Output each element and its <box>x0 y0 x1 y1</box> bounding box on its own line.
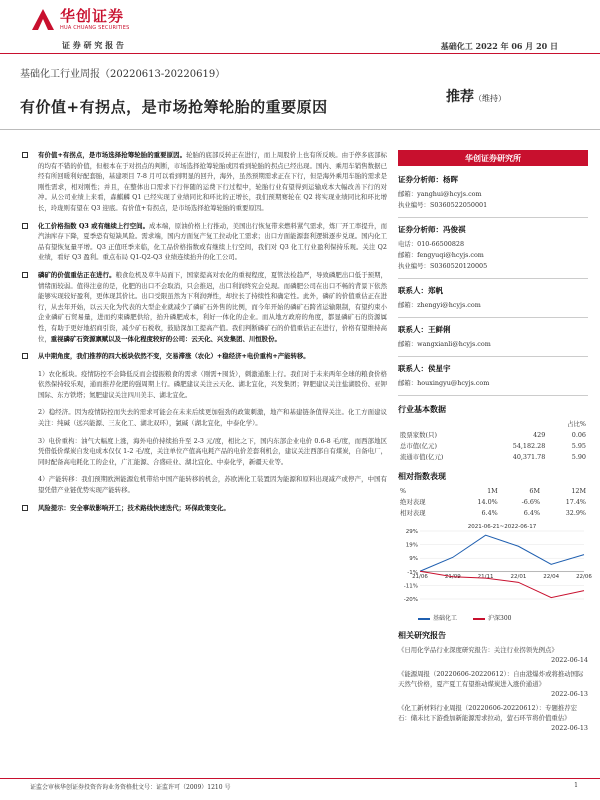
row-value: -6.6% <box>521 498 541 506</box>
bullet-square-icon <box>22 152 28 158</box>
contact-3: 联系人：侯星宇 <box>398 364 451 373</box>
sub-stable-economy: 2）稳经济。因为疫情防控而失去的需求可能会在未来后续更加强劲的政策刺激，地产和基建链条值得关注。化工方面建议关注：纯碱（远兴能源、三友化工、湖北双环），氯碱（湖北宜化，中泰化学）。 <box>38 408 387 428</box>
paragraph-phosphate <box>22 270 387 344</box>
main-content <box>22 150 387 520</box>
chart-title: 2021-06-21~2022-06-17 <box>467 524 537 530</box>
divider <box>398 356 588 357</box>
series-line-2 <box>420 571 584 597</box>
sidebar <box>398 150 592 733</box>
chart-legend <box>398 613 588 622</box>
legend-swatch <box>418 618 430 620</box>
contact-2: 联系人：王鲜俐 <box>398 325 451 334</box>
bullet-square-icon <box>22 272 28 278</box>
related-report-1[interactable]: 《日用化学品行业深度研究报告：关注行业拐领先例点》 <box>398 646 558 654</box>
legend-label: 基础化工 <box>433 615 458 622</box>
contact-1-email[interactable]: 邮箱：zhengyi@hcyjs.com <box>398 301 481 309</box>
analyst-2-phone: 电话：010-66500828 <box>398 240 465 248</box>
paragraph-lead: 有价值+有拐点，是市场选择抢筹轮胎的重要原因。 <box>38 151 187 159</box>
basic-col-header: 占比% <box>567 420 586 428</box>
series-line-1 <box>420 535 584 571</box>
paragraph-body: 轮胎的底部反转正在进行，而上周股价上也有所反映。由于停多底部标的均有不错的价值，但根本在于对拐点的判断，市场选择抢筹轮胎或因看到轮胎的拐点已经出现。国内、乘用车销售数据已经有所回暖利好配套胎，基建项目 7-8 月可以看到明显的回升，海外，虽然预期需求正在下行，但是海外乘用车胎的需求是刚性需求，相对刚性；并且，在整体出口需求下行伴随的运费下行过程中，轮胎行业有望得到运输成本大幅改善下行的对冲。从公司业绩上来看，森麒麟 Q1 已经实现了业绩同比和环比的正增长，我们预期赛轮在 Q2 将实现业绩同比和环比增长，玲珑则有望在 Q3 迎底。有价值+有拐点，是市场选择抢筹轮胎的重要原因。 <box>38 151 387 212</box>
logo-cn: 华创证券 <box>60 6 125 25</box>
performance-table <box>398 486 588 519</box>
row-value: 32.9% <box>565 509 586 517</box>
row-value: 14.0% <box>477 498 498 506</box>
basic-data-title: 行业基本数据 <box>398 404 446 414</box>
related-report-3-date: 2022-06-13 <box>551 724 588 732</box>
paragraph-lead: 风险提示： <box>38 503 70 512</box>
x-tick-label: 22/04 <box>543 574 560 581</box>
analyst-1: 证券分析师：杨晖 <box>398 175 458 184</box>
x-tick-label: 22/06 <box>576 574 592 581</box>
row-value: 17.4% <box>565 498 586 506</box>
y-tick-label: -1% <box>407 569 418 576</box>
row-label: 相对表现 <box>400 509 426 517</box>
paragraph-lead: 从中期角度，我们推荐的四大板块依然不变，交易滞涨（农化）+稳经济+电价重构+产能转移。 <box>38 352 310 361</box>
y-tick-label: 9% <box>409 556 418 563</box>
basic-data-table <box>398 419 588 463</box>
related-report-2-date: 2022-06-13 <box>551 690 588 698</box>
col-header: 6M <box>529 487 541 495</box>
table-row <box>398 508 588 519</box>
rating-sub: （维持） <box>474 94 506 103</box>
report-subtitle: 基础化工行业周报（20220613-20220619） <box>20 69 226 80</box>
row-value: 40,371.78 <box>512 453 546 461</box>
col-header: % <box>400 487 407 495</box>
row-pct: 5.95 <box>571 442 586 450</box>
logo-en: HUA CHUANG SECURITIES <box>60 24 130 31</box>
bullet-square-icon <box>22 505 28 511</box>
paragraph-price-index <box>22 221 387 263</box>
row-value: 429 <box>533 431 546 439</box>
related-report-1-date: 2022-06-14 <box>551 656 588 664</box>
company-logo <box>30 6 129 32</box>
paragraph-risk <box>22 503 387 514</box>
analyst-2-license: 执业编号：S0360520120005 <box>398 262 488 270</box>
table-header-row <box>398 486 588 497</box>
analyst-2-email[interactable]: 邮箱：fengyuqi@hcyjs.com <box>398 251 484 259</box>
legend-label: 沪深300 <box>488 615 512 622</box>
title-divider <box>0 129 600 130</box>
y-tick-label: 29% <box>405 529 418 535</box>
col-header: 12M <box>571 487 586 495</box>
contact-3-email[interactable]: 邮箱：houxingyu@hcyjs.com <box>398 379 490 387</box>
row-pct: 0.06 <box>571 431 586 439</box>
x-tick-label: 21/06 <box>412 574 428 581</box>
row-pct: 5.90 <box>571 453 586 461</box>
y-tick-label: -11% <box>403 583 418 590</box>
analyst-1-license: 执业编号：S0360522050001 <box>398 201 488 209</box>
sub-agrochem: 1）农化板块。疫情防控不会降低反而会提振粮食的需求（刚需+囤货），刺激通胀上行。我们对于未来两年全球的粮食价格依然保持较乐观，通而推荐化肥的强周期上行。磷肥建议关注云天化、湖北宜化，兴发集团；钾肥建议关注盐湖股份、亚钾国际、东方铁塔；氮肥建议关注四川美丰、湖北宜化。 <box>38 369 387 399</box>
paragraph-body: 粮食危机及草牛局面下，国家提高对农化的重视程度，夏管法检趋严，导致磷肥出口低于预期，情绪面较弱。值得注意的是，化肥的出口不会取消，只会推迟，出口利润终究会兑现。而磷肥公司在出口不畅的背景下依然能够实现较好盈利，更体现其价比。出口受限虽然为下利润弹性，却拉长了持续性和确定性。此外，磷矿的价值重估正在进行，从去年开始，以云天化为代表的大型企业就减少了磷矿石外售的比例，而今年开始的磷矿石跨省运输限制，有望约束小企业磷矿石贸易量，进而约束磷肥供给，抬升磷肥成本，利好一体化的企业。而从地方政府的角度，都显磷矿石的资源属性，有助于更好地招商引资，减少矿石税收，鼓励深加工提高产值。我们判断磷矿石的价值重估正在进行，价格有望维持高位， <box>38 270 388 343</box>
header-sector-date: 基础化工 2022 年 06 月 20 日 <box>440 41 558 51</box>
row-label: 绝对表现 <box>400 498 426 506</box>
x-tick-label: 22/01 <box>510 574 527 581</box>
divider <box>398 217 588 218</box>
sub-power-price: 3）电价重构：油气大幅度上涨，海外电价持续抬升至 2-3 元/度，相比之下，国内东部企业电价 0.6-8 毛/度，而西部地区凭借低价煤炭自发电成本仅仅 1-2 毛/度，关注单位产值高电耗产品的电价差套利机会，建议关注西部自有煤炭，自备电厂，同时配备高电耗化工的企业，广汇能源、合盛硅业、湖北宜化、中泰化学，新疆天业等。 <box>38 436 387 466</box>
table-row <box>398 497 588 508</box>
footer-disclaimer: 证监会审核华创证券投资咨询业务资格批文号：证监许可（2009）1210 号 <box>30 784 231 791</box>
row-label: 总市值(亿元) <box>400 442 437 450</box>
divider <box>398 278 588 279</box>
paragraph-body: 安全事故影响开工；技术路线快速迭代；环保政策变化。 <box>69 503 230 512</box>
paragraph-tire <box>22 150 387 214</box>
paragraph-midterm <box>22 351 387 362</box>
row-label: 流通市值(亿元) <box>400 453 444 461</box>
performance-chart-svg <box>398 521 592 611</box>
analyst-1-email[interactable]: 邮箱：yanghui@hcyjs.com <box>398 190 482 198</box>
analyst-2: 证券分析师：冯俊祺 <box>398 225 466 234</box>
legend-item-chem <box>418 613 457 622</box>
paragraph-body: 成本端，原油价格上行推动，美国出行恢复带来燃料紧气需求，炼厂开工率提升，而汽油库存下降，夏季恐有短缺风险。需求端，国内方面复产复工拉动化工需求；出口方面能源套利逻辑逐步兑现。国内化工品有望恢复量平增。Q3 正值旺季来临，化工品价格指数或有继续上行空间，我们对 Q3 化工行业盈利保持乐观。关注 Q2 业绩，看好 Q3 盈利。重点布局 Q1-Q2-Q3 业绩连续抬升的化工公司。 <box>38 221 388 262</box>
logo-mark-icon <box>30 6 56 32</box>
row-label: 股票家数(只) <box>400 431 437 439</box>
contact-1: 联系人：郑帆 <box>398 286 443 295</box>
y-tick-label: 19% <box>405 542 418 549</box>
table-row <box>398 441 588 452</box>
report-title: 有价值+有拐点，是市场抢筹轮胎的重要原因 <box>20 98 328 116</box>
performance-chart <box>398 521 592 611</box>
footer-divider <box>0 778 600 779</box>
y-tick-label: -20% <box>403 597 418 603</box>
row-value: 6.4% <box>481 509 498 517</box>
rating-main: 推荐 <box>446 89 474 105</box>
bullet-square-icon <box>22 223 28 229</box>
related-reports-title: 相关研究报告 <box>398 630 446 640</box>
paragraph-lead: 化工价格指数 Q3 或有继续上行空间。 <box>38 221 150 230</box>
institute-banner: 华创证券研究所 <box>398 150 588 166</box>
contact-2-email[interactable]: 邮箱：wangxianli@hcyjs.com <box>398 340 491 348</box>
rating <box>446 86 506 106</box>
related-report-2[interactable]: 《能源周报（20220606-20220612）：自由港爆炸或将推动国际天然气价格，夏产夏工有望推动煤炭进入涨价通道》 <box>398 670 584 688</box>
x-tick-label: 21/09 <box>444 574 461 581</box>
legend-item-hs300 <box>473 613 511 622</box>
x-tick-label: 21/11 <box>477 574 494 581</box>
row-value: 6.4% <box>523 509 541 517</box>
bullet-square-icon <box>22 353 28 359</box>
legend-swatch <box>473 618 485 620</box>
row-value: 54,182.28 <box>512 442 546 450</box>
sub-capacity-shift: 4）产能转移：我们预期欧洲能源危机带给中国产能转移的机会，苏欧洲化工装置因为能源和原料出现减产或停产，中国有望凭借产业链优势实现产能转移。 <box>38 475 387 495</box>
related-report-3[interactable]: 《化工新材料行业周报（20220606-20220612）：专题推荐宏石：储未比下游叠加新能源需求拉动，萤石环节将价值重估》 <box>398 704 578 722</box>
performance-title: 相对指数表现 <box>398 471 446 481</box>
col-header: 1M <box>487 487 498 495</box>
divider <box>398 317 588 318</box>
table-row <box>398 452 588 463</box>
report-type: 证 券 研 究 报 告 <box>62 40 124 50</box>
paragraph-lead: 磷矿的价值重估正在进行。 <box>38 270 116 279</box>
divider <box>398 395 588 396</box>
header-divider <box>0 53 600 54</box>
table-row <box>398 430 588 441</box>
paragraph-tail: 重视磷矿石资源禀赋以及一体化程度较好的公司：云天化、兴发集团、川恒股份。 <box>50 334 281 343</box>
page-number: 1 <box>574 782 578 789</box>
